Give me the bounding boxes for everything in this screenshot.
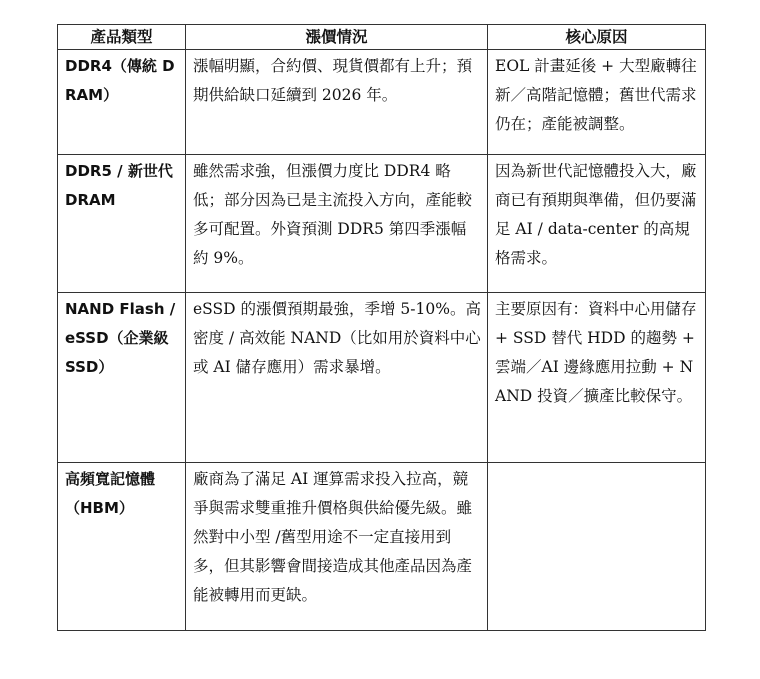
core-reason-cell: 主要原因有：資料中心用儲存 + SSD 替代 HDD 的趨勢 + 雲端／AI 邊緣應用拉動 + NAND 投資／擴產比較保守。 (488, 293, 706, 463)
price-situation-cell: 雖然需求強，但漲價力度比 DDR4 略低；部分因為已是主流投入方向，產能較多可配置。外資預測 DDR5 第四季漲幅約 9%。 (186, 155, 488, 293)
price-situation-cell: eSSD 的漲價預期最強，季增 5-10%。高密度 / 高效能 NAND（比如用於資料中心或 AI 儲存應用）需求暴增。 (186, 293, 488, 463)
price-situation-cell: 廠商為了滿足 AI 運算需求投入拉高，競爭與需求雙重推升價格與供給優先級。雖然對中小型 /舊型用途不一定直接用到多，但其影響會間接造成其他產品因為產能被轉用而更缺。 (186, 463, 488, 631)
product-type-cell: DDR4（傳統 DRAM） (58, 50, 186, 155)
table-row (58, 155, 706, 293)
memory-price-table (57, 24, 706, 631)
table-row (58, 463, 706, 631)
product-type-cell: NAND Flash / eSSD（企業級 SSD） (58, 293, 186, 463)
header-core-reason: 核心原因 (488, 25, 706, 50)
price-situation-cell: 漲幅明顯，合約價、現貨價都有上升；預期供給缺口延續到 2026 年。 (186, 50, 488, 155)
core-reason-cell (488, 463, 706, 631)
product-type-cell: DDR5 / 新世代 DRAM (58, 155, 186, 293)
table-row (58, 50, 706, 155)
table-row (58, 293, 706, 463)
table-header-row (58, 25, 706, 50)
core-reason-cell: EOL 計畫延後 + 大型廠轉往新／高階記憶體；舊世代需求仍在；產能被調整。 (488, 50, 706, 155)
core-reason-cell: 因為新世代記憶體投入大，廠商已有預期與準備，但仍要滿足 AI / data-center 的高規格需求。 (488, 155, 706, 293)
header-product-type: 產品類型 (58, 25, 186, 50)
header-price-situation: 漲價情況 (186, 25, 488, 50)
product-type-cell: 高頻寬記憶體（HBM） (58, 463, 186, 631)
